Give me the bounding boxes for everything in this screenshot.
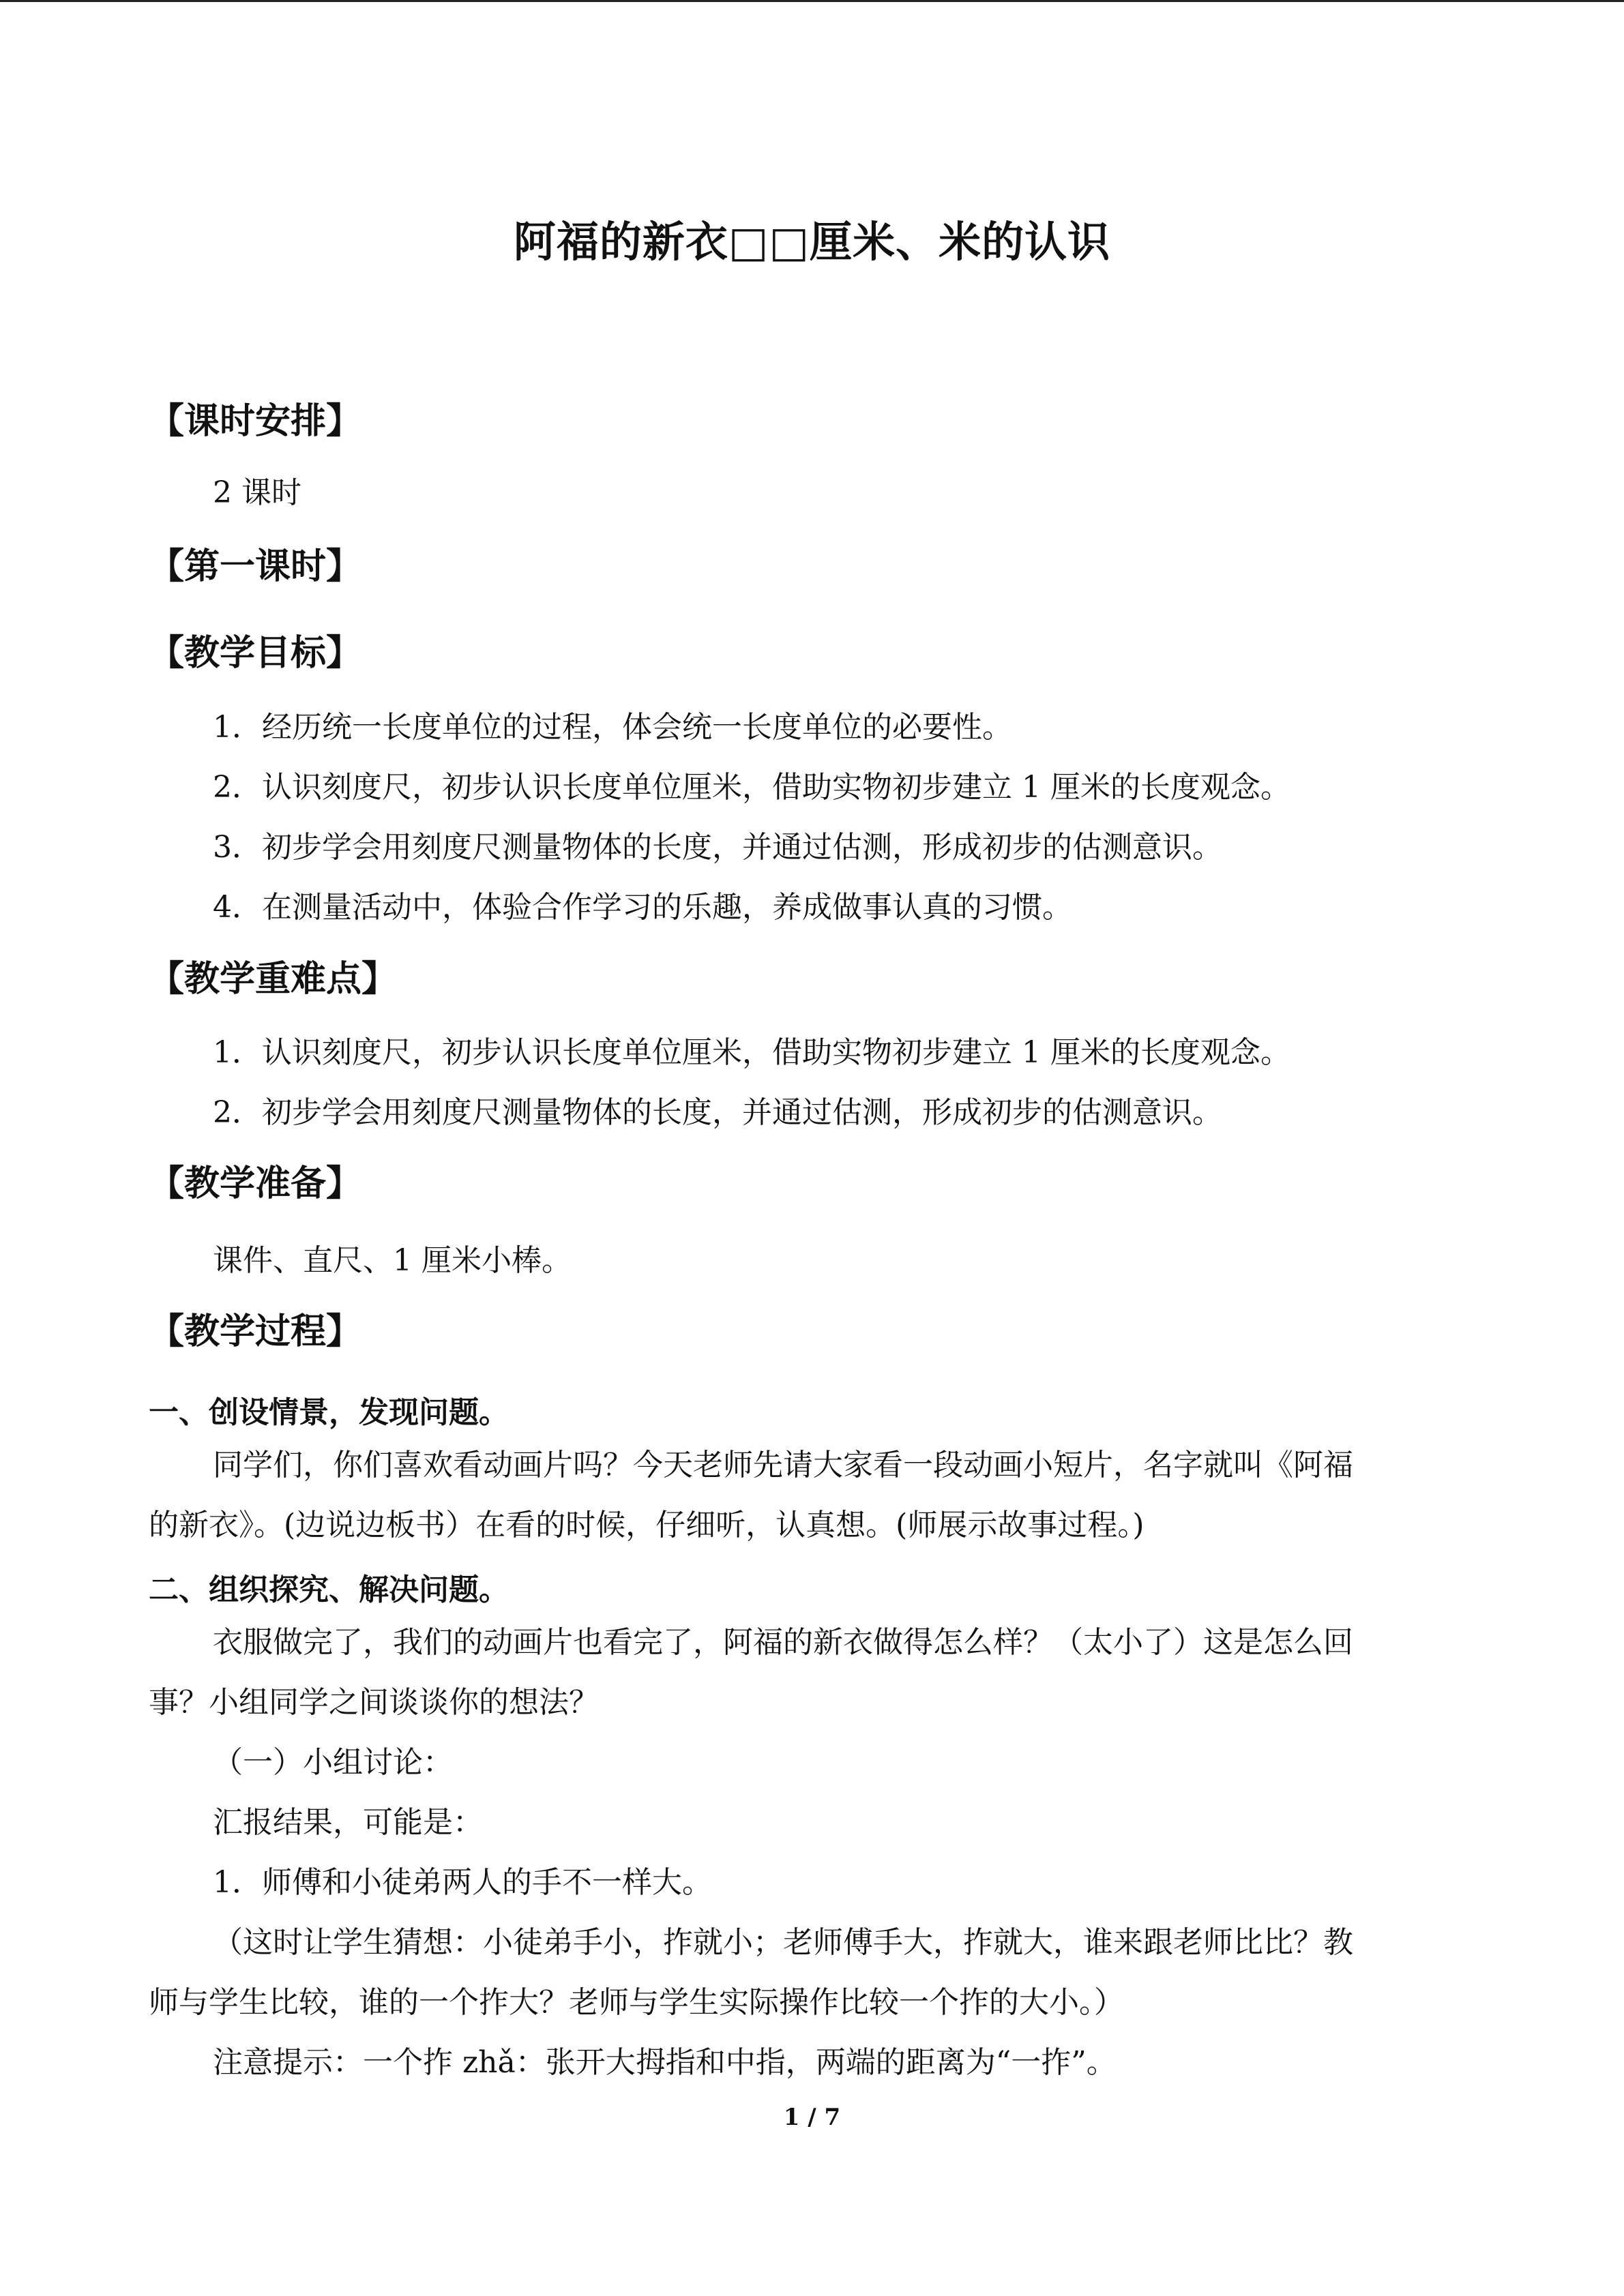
process-part-1-line-1: 同学们，你们喜欢看动画片吗？今天老师先请大家看一段动画小短片，名字就叫《阿福 (213, 1448, 1353, 1482)
section-heading-first-lesson: 【第一课时】 (149, 546, 362, 587)
section-heading-schedule: 【课时安排】 (149, 401, 362, 442)
page-number: 1 / 7 (783, 2104, 841, 2131)
section-heading-preparation: 【教学准备】 (149, 1163, 362, 1204)
goal-item-2: 2．认识刻度尺，初步认识长度单位厘米，借助实物初步建立 1 厘米的长度观念。 (213, 770, 1290, 805)
section-heading-key-points: 【教学重难点】 (149, 959, 398, 1000)
goal-item-3: 3．初步学会用刻度尺测量物体的长度，并通过估测，形成初步的估测意识。 (213, 830, 1222, 865)
preparation-text: 课件、直尺、1 厘米小棒。 (213, 1243, 572, 1278)
key-point-item-2: 2．初步学会用刻度尺测量物体的长度，并通过估测，形成初步的估测意识。 (213, 1095, 1222, 1130)
process-part-1-title: 一、创设情景，发现问题。 (149, 1395, 509, 1430)
schedule-text: 2 课时 (213, 475, 301, 510)
goal-item-4: 4．在测量活动中，体验合作学习的乐趣，养成做事认真的习惯。 (213, 890, 1072, 925)
process-part-2-line-4: 汇报结果，可能是： (213, 1805, 483, 1840)
process-part-2-title: 二、组织探究、解决问题。 (149, 1572, 509, 1607)
top-border-line (0, 0, 1624, 2)
process-part-2-line-5: 1．师傅和小徒弟两人的手不一样大。 (213, 1865, 712, 1900)
process-part-2-line-7: 师与学生比较，谁的一个拃大？老师与学生实际操作比较一个拃的大小。） (149, 1985, 1124, 2020)
process-part-2-line-3: （一）小组讨论： (213, 1745, 453, 1780)
section-heading-goals: 【教学目标】 (149, 633, 362, 674)
process-part-2-line-1: 衣服做完了，我们的动画片也看完了，阿福的新衣做得怎么样？（太小了）这是怎么回 (213, 1625, 1353, 1660)
key-point-item-1: 1．认识刻度尺，初步认识长度单位厘米，借助实物初步建立 1 厘米的长度观念。 (213, 1035, 1290, 1070)
page-title: 阿福的新衣□□厘米、米的认识 (513, 217, 1111, 267)
process-part-1-line-2: 的新衣》。(边说边板书）在看的时候，仔细听，认真想。(师展示故事过程。) (149, 1508, 1145, 1542)
process-part-2-line-8: 注意提示：一个拃 zhǎ：张开大拇指和中指，两端的距离为“一拃”。 (213, 2045, 1117, 2080)
section-heading-process: 【教学过程】 (149, 1311, 362, 1352)
goal-item-1: 1．经历统一长度单位的过程，体会统一长度单位的必要性。 (213, 710, 1012, 745)
process-part-2-line-6: （这时让学生猜想：小徒弟手小，拃就小；老师傅手大，拃就大，谁来跟老师比比？教 (213, 1925, 1353, 1960)
process-part-2-line-2: 事？小组同学之间谈谈你的想法？ (149, 1685, 599, 1720)
